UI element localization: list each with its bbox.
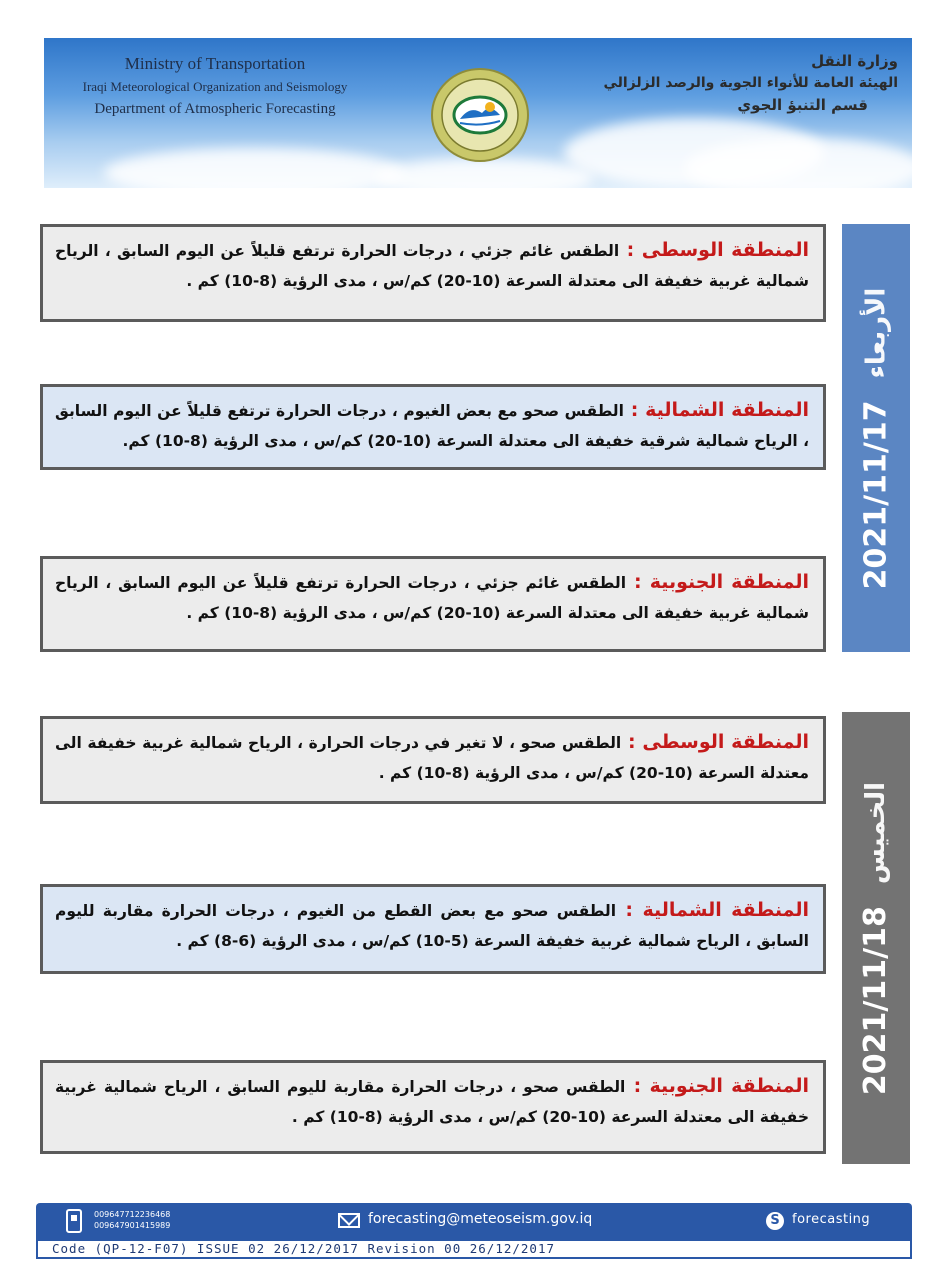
department-en: Department of Atmospheric Forecasting: [94, 101, 336, 117]
region-title: المنطقة الشمالية: [642, 899, 809, 921]
region-title: المنطقة الشمالية: [645, 399, 810, 421]
day-name-label: الخميس: [861, 781, 891, 884]
forecast-day1-south: المنطقة الجنوبية : الطقس غائم جزئي ، درجات الحرارة ترتفع قليلاً عن اليوم السابق ، الرياح شمالية غربية خفيفة الى معتدلة السرعة (10-20) كم/س ، مدى الرؤية (8-10) كم .: [40, 556, 826, 652]
email-icon: [338, 1213, 360, 1228]
organization-ar: الهيئة العامة للأنواء الجوية والرصد الزلزالي: [603, 75, 898, 91]
day-name-label: الأربعاء: [861, 287, 892, 378]
region-title: المنطقة الجنوبية: [649, 571, 809, 593]
region-title: المنطقة الوسطى: [641, 239, 809, 261]
phone-number-1: 009647712236468: [94, 1210, 171, 1219]
region-forecast: الطقس صحو ، درجات الحرارة مقاربة لليوم السابق ، الرياح شمالية غربية خفيفة الى معتدلة السرعة (10-20) كم/س ، مدى الرؤية (8-10) كم .: [55, 1078, 809, 1126]
phone-icon: [66, 1209, 82, 1233]
forecast-day1-central: المنطقة الوسطى : الطقس غائم جزئي ، درجات الحرارة ترتفع قليلاً عن اليوم السابق ، الرياح شمالية غربية خفيفة الى معتدلة السرعة (10-20) كم/س ، مدى الرؤية (8-10) كم .: [40, 224, 826, 322]
region-forecast: الطقس غائم جزئي ، درجات الحرارة ترتفع قليلاً عن اليوم السابق ، الرياح شمالية غربية خفيفة الى معتدلة السرعة (10-20) كم/س ، مدى الرؤية (8-10) كم .: [55, 574, 809, 622]
date-label: 2021/11/17: [858, 399, 894, 589]
footer-contact-bar: [36, 1203, 912, 1259]
region-forecast: الطقس غائم جزئي ، درجات الحرارة ترتفع قليلاً عن اليوم السابق ، الرياح شمالية غربية خفيفة الى معتدلة السرعة (10-20) كم/س ، مدى الرؤية (8-10) كم .: [55, 242, 809, 290]
region-title: المنطقة الوسطى: [642, 731, 810, 753]
date-label: 2021/11/18: [858, 905, 894, 1095]
organization-seal-logo: [430, 65, 530, 165]
skype-icon: S: [766, 1212, 784, 1230]
forecast-day2-central: المنطقة الوسطى : الطقس صحو ، لا تغير في درجات الحرارة ، الرياح شمالية غربية خفيفة الى معتدلة السرعة (10-20) كم/س ، مدى الرؤية (8-10) كم .: [40, 716, 826, 804]
department-ar: قسم التنبؤ الجوي: [737, 96, 868, 114]
document-code-line: Code (QP-12-F07) ISSUE 02 26/12/2017 Revision 00 26/12/2017: [36, 1239, 912, 1259]
forecast-day2-south: المنطقة الجنوبية : الطقس صحو ، درجات الحرارة مقاربة لليوم السابق ، الرياح شمالية غربية خفيفة الى معتدلة السرعة (10-20) كم/س ، مدى الرؤية (8-10) كم .: [40, 1060, 826, 1154]
phone-numbers: [94, 1209, 170, 1231]
header-banner: [44, 38, 912, 188]
forecast-day2-north: المنطقة الشمالية : الطقس صحو مع بعض القطع من الغيوم ، درجات الحرارة مقاربة لليوم السابق ، الرياح شمالية غربية خفيفة السرعة (5-10) كم/س ، مدى الرؤية (6-8) كم .: [40, 884, 826, 974]
ministry-ar: وزارة النقل: [811, 52, 898, 70]
email-link[interactable]: forecasting@meteoseism.gov.iq: [368, 1211, 593, 1227]
skype-handle[interactable]: forecasting: [792, 1212, 871, 1227]
region-forecast: الطقس صحو ، لا تغير في درجات الحرارة ، الرياح شمالية غربية خفيفة الى معتدلة السرعة (10-20) كم/س ، مدى الرؤية (8-10) كم .: [55, 734, 809, 782]
header-english: [50, 52, 380, 121]
region-forecast: الطقس صحو مع بعض الغيوم ، درجات الحرارة ترتفع قليلاً عن اليوم السابق ، الرياح شمالية شرقية خفيفة الى معتدلة السرعة (10-20) كم/س ، مدى الرؤية (8-10) كم.: [55, 402, 809, 450]
region-title: المنطقة الجنوبية: [649, 1075, 809, 1097]
organization-en: Iraqi Meteorological Organization and Seismology: [82, 79, 348, 94]
ministry-en: Ministry of Transportation: [124, 54, 306, 73]
date-panel-day1: [842, 224, 910, 652]
forecast-day1-north: المنطقة الشمالية : الطقس صحو مع بعض الغيوم ، درجات الحرارة ترتفع قليلاً عن اليوم السابق ، الرياح شمالية شرقية خفيفة الى معتدلة السرعة (10-20) كم/س ، مدى الرؤية (8-10) كم.: [40, 384, 826, 470]
date-panel-day2: [842, 712, 910, 1164]
region-forecast: الطقس صحو مع بعض القطع من الغيوم ، درجات الحرارة مقاربة لليوم السابق ، الرياح شمالية غربية خفيفة السرعة (5-10) كم/س ، مدى الرؤية (6-8) كم .: [55, 902, 809, 950]
phone-number-2: 009647901415989: [94, 1221, 171, 1230]
header-arabic: [603, 50, 898, 116]
